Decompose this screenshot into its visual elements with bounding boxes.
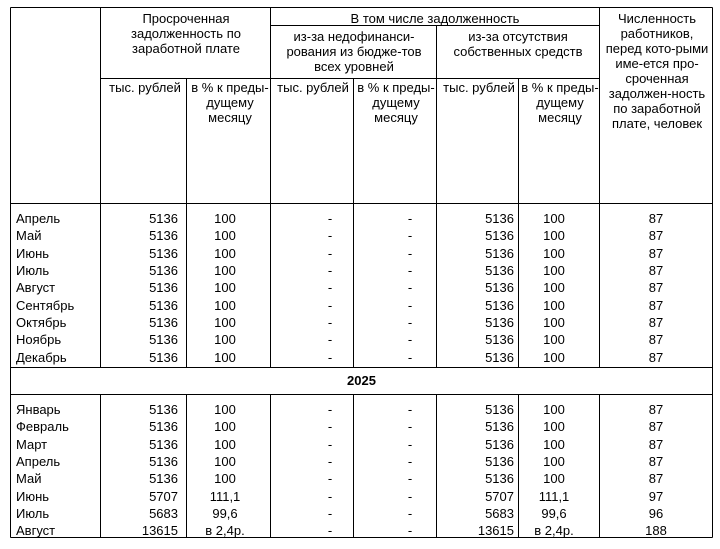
year-2025-label: 2025 bbox=[347, 373, 376, 388]
cell-overdue-pct: 100 bbox=[214, 419, 236, 435]
cell-budget-pct: - bbox=[407, 419, 413, 435]
cell-own: 5136 bbox=[485, 211, 514, 226]
cell-own: 5136 bbox=[485, 263, 514, 279]
cell-own-pct: 100 bbox=[543, 419, 565, 435]
cell-budget: - bbox=[327, 349, 333, 365]
cell-own-pct: 100 bbox=[543, 402, 565, 417]
cell-overdue-pct: 100 bbox=[214, 297, 236, 313]
cell-employees: 87 bbox=[648, 297, 664, 313]
cell-own: 5136 bbox=[485, 228, 514, 244]
cell-budget: - bbox=[327, 488, 333, 504]
cell-own: 13615 bbox=[477, 523, 514, 539]
cell-budget-pct: - bbox=[407, 488, 413, 504]
cell-month: Ноябрь bbox=[16, 332, 62, 348]
cell-budget-pct: - bbox=[407, 523, 413, 539]
cell-employees: 87 bbox=[648, 436, 664, 452]
cell-overdue: 5136 bbox=[149, 211, 178, 226]
cell-own-pct: 100 bbox=[543, 315, 565, 331]
cell-overdue: 5136 bbox=[149, 228, 178, 244]
cell-employees: 87 bbox=[648, 402, 664, 417]
subheader-budget-pct: в % к преды-дущему месяцу bbox=[357, 80, 435, 125]
cell-overdue-pct: 100 bbox=[214, 471, 236, 487]
cell-employees: 87 bbox=[648, 211, 664, 226]
cell-budget: - bbox=[327, 471, 333, 487]
cell-own: 5136 bbox=[485, 419, 514, 435]
cell-overdue-pct: 100 bbox=[214, 280, 236, 296]
cell-overdue-pct: в 2,4р. bbox=[205, 523, 245, 539]
cell-month: Март bbox=[16, 436, 48, 452]
cell-own: 5136 bbox=[485, 332, 514, 348]
cell-budget-pct: - bbox=[407, 453, 413, 469]
cell-budget: - bbox=[327, 523, 333, 539]
cell-own-pct: 100 bbox=[543, 349, 565, 365]
cell-overdue-pct: 100 bbox=[214, 245, 236, 261]
cell-own: 5136 bbox=[485, 297, 514, 313]
cell-own: 5136 bbox=[485, 315, 514, 331]
cell-employees: 87 bbox=[648, 280, 664, 296]
cell-budget-pct: - bbox=[407, 471, 413, 487]
cell-budget: - bbox=[327, 245, 333, 261]
cell-overdue: 5136 bbox=[149, 402, 178, 417]
cell-month: Октябрь bbox=[16, 315, 67, 331]
cell-month: Апрель bbox=[16, 453, 61, 469]
cell-overdue-pct: 100 bbox=[214, 453, 236, 469]
cell-month: Февраль bbox=[16, 419, 69, 435]
cell-overdue-pct: 100 bbox=[214, 211, 236, 226]
cell-budget-pct: - bbox=[407, 402, 413, 417]
cell-overdue: 13615 bbox=[141, 523, 178, 539]
cell-own-pct: 100 bbox=[543, 453, 565, 469]
cell-employees: 87 bbox=[648, 315, 664, 331]
cell-budget-pct: - bbox=[407, 297, 413, 313]
cell-budget: - bbox=[327, 505, 333, 521]
wage-arrears-table bbox=[10, 7, 713, 538]
cell-month: Июнь bbox=[16, 245, 50, 261]
cell-own-pct: в 2,4р. bbox=[534, 523, 574, 539]
cell-own-pct: 100 bbox=[543, 332, 565, 348]
cell-own: 5136 bbox=[485, 245, 514, 261]
cell-budget: - bbox=[327, 280, 333, 296]
cell-own: 5136 bbox=[485, 453, 514, 469]
cell-budget: - bbox=[327, 263, 333, 279]
cell-budget: - bbox=[327, 211, 333, 226]
cell-own-pct: 100 bbox=[543, 471, 565, 487]
cell-own: 5136 bbox=[485, 436, 514, 452]
cell-month: Июль bbox=[16, 263, 50, 279]
cell-budget: - bbox=[327, 402, 333, 417]
cell-employees: 87 bbox=[648, 453, 664, 469]
cell-employees: 87 bbox=[648, 263, 664, 279]
cell-own-pct: 100 bbox=[543, 228, 565, 244]
cell-month: Сентябрь bbox=[16, 297, 75, 313]
cell-budget-pct: - bbox=[407, 332, 413, 348]
cell-overdue: 5136 bbox=[149, 332, 178, 348]
cell-own: 5136 bbox=[485, 402, 514, 417]
cell-overdue-pct: 99,6 bbox=[212, 505, 238, 521]
cell-employees: 87 bbox=[648, 419, 664, 435]
cell-overdue: 5136 bbox=[149, 349, 178, 365]
cell-own-pct: 100 bbox=[543, 436, 565, 452]
cell-own-pct: 100 bbox=[543, 280, 565, 296]
cell-budget-pct: - bbox=[407, 436, 413, 452]
cell-own: 5136 bbox=[485, 349, 514, 365]
cell-month: Апрель bbox=[16, 211, 61, 226]
cell-overdue-pct: 100 bbox=[214, 315, 236, 331]
cell-budget: - bbox=[327, 315, 333, 331]
cell-budget-pct: - bbox=[407, 505, 413, 521]
cell-budget-pct: - bbox=[407, 263, 413, 279]
cell-overdue: 5136 bbox=[149, 315, 178, 331]
cell-own: 5707 bbox=[485, 488, 514, 504]
header-overdue: Просроченная задолженность по заработной плате bbox=[131, 11, 241, 56]
cell-budget: - bbox=[327, 228, 333, 244]
cell-overdue-pct: 100 bbox=[214, 402, 236, 417]
cell-overdue: 5136 bbox=[149, 419, 178, 435]
cell-budget-pct: - bbox=[407, 349, 413, 365]
cell-budget-pct: - bbox=[407, 211, 413, 226]
cell-overdue: 5136 bbox=[149, 280, 178, 296]
cell-own-pct: 111,1 bbox=[538, 488, 570, 504]
cell-employees: 87 bbox=[648, 471, 664, 487]
subheader-own-thous: тыс. рублей bbox=[443, 80, 515, 95]
subheader-budget-thous: тыс. рублей bbox=[277, 80, 349, 95]
cell-overdue: 5136 bbox=[149, 263, 178, 279]
cell-month: Январь bbox=[16, 402, 61, 417]
cell-month: Август bbox=[16, 523, 56, 539]
subheader-overdue-pct: в % к преды-дущему месяцу bbox=[191, 80, 269, 125]
cell-overdue-pct: 100 bbox=[214, 436, 236, 452]
cell-overdue: 5136 bbox=[149, 245, 178, 261]
cell-own: 5136 bbox=[485, 280, 514, 296]
cell-overdue-pct: 100 bbox=[214, 349, 236, 365]
cell-budget: - bbox=[327, 419, 333, 435]
cell-employees: 87 bbox=[648, 245, 664, 261]
subheader-overdue-thous: тыс. рублей bbox=[109, 80, 181, 95]
cell-own-pct: 100 bbox=[543, 245, 565, 261]
header-including: В том числе задолженность bbox=[350, 11, 520, 26]
cell-budget-pct: - bbox=[407, 228, 413, 244]
cell-overdue-pct: 100 bbox=[214, 263, 236, 279]
cell-month: Август bbox=[16, 280, 56, 296]
cell-overdue: 5683 bbox=[149, 505, 178, 521]
cell-overdue-pct: 111,1 bbox=[209, 488, 241, 504]
cell-employees: 87 bbox=[648, 349, 664, 365]
cell-budget-pct: - bbox=[407, 245, 413, 261]
cell-budget: - bbox=[327, 297, 333, 313]
cell-own: 5136 bbox=[485, 471, 514, 487]
cell-overdue: 5136 bbox=[149, 297, 178, 313]
cell-overdue: 5136 bbox=[149, 453, 178, 469]
subheader-own-pct: в % к преды-дущему месяцу bbox=[521, 80, 599, 125]
cell-own-pct: 100 bbox=[543, 263, 565, 279]
cell-overdue: 5136 bbox=[149, 471, 178, 487]
cell-budget: - bbox=[327, 332, 333, 348]
cell-budget: - bbox=[327, 436, 333, 452]
cell-month: Июнь bbox=[16, 488, 50, 504]
cell-overdue-pct: 100 bbox=[214, 228, 236, 244]
cell-employees: 87 bbox=[648, 332, 664, 348]
cell-budget-pct: - bbox=[407, 315, 413, 331]
cell-month: Декабрь bbox=[16, 349, 67, 365]
cell-overdue: 5136 bbox=[149, 436, 178, 452]
header-employees: Численность работников, перед кото-рыми име-ется про-сроченная задолжен-ность по заработной плате, человек bbox=[605, 11, 709, 131]
cell-overdue-pct: 100 bbox=[214, 332, 236, 348]
cell-budget: - bbox=[327, 453, 333, 469]
header-budget: из-за недофинанси-рования из бюдже-тов всех уровней bbox=[286, 29, 422, 74]
cell-budget-pct: - bbox=[407, 280, 413, 296]
cell-own-pct: 100 bbox=[543, 297, 565, 313]
cell-month: Май bbox=[16, 471, 42, 487]
header-own-funds: из-за отсутствия собственных средств bbox=[453, 29, 583, 59]
cell-employees: 96 bbox=[648, 505, 664, 521]
cell-employees: 97 bbox=[648, 488, 664, 504]
cell-month: Июль bbox=[16, 505, 50, 521]
cell-own-pct: 100 bbox=[543, 211, 565, 226]
cell-overdue: 5707 bbox=[149, 488, 178, 504]
cell-employees: 87 bbox=[648, 228, 664, 244]
cell-month: Май bbox=[16, 228, 42, 244]
cell-employees: 188 bbox=[645, 523, 667, 539]
cell-own-pct: 99,6 bbox=[541, 505, 567, 521]
cell-own: 5683 bbox=[485, 505, 514, 521]
